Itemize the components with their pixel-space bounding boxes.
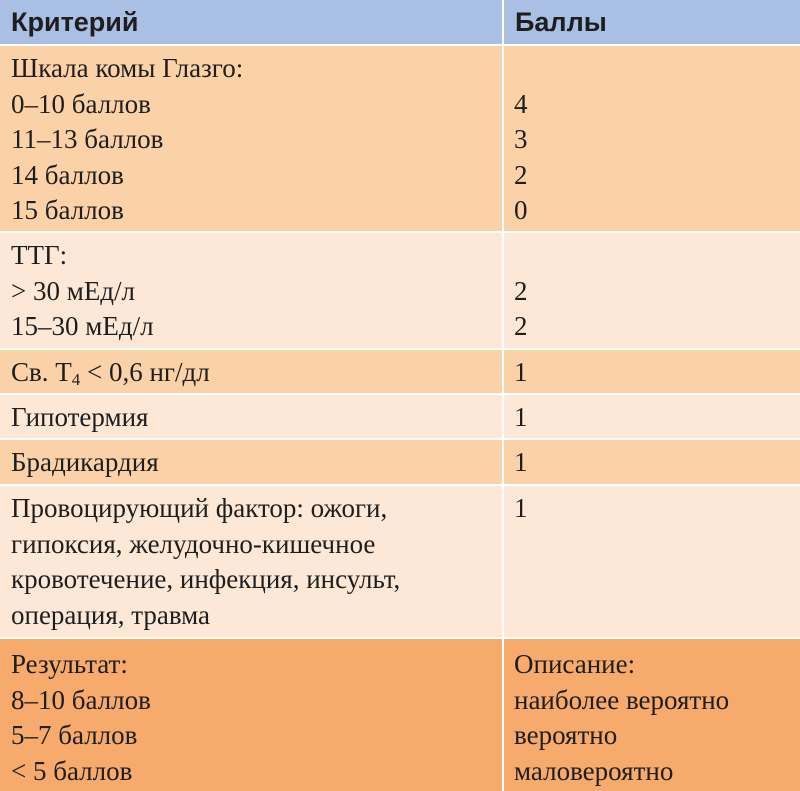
glasgow-range: 14 баллов bbox=[11, 159, 124, 190]
result-range: < 5 баллов bbox=[11, 755, 133, 786]
t4-label-subscript: 4 bbox=[71, 370, 81, 389]
result-range-cell bbox=[0, 639, 504, 791]
bradycardia-label: Брадикардия bbox=[11, 447, 159, 477]
t4-score: 1 bbox=[514, 357, 528, 387]
header-criterion: Критерий bbox=[11, 7, 139, 37]
provoking-criterion-lines bbox=[11, 491, 400, 633]
table-row-hypothermia bbox=[0, 395, 800, 440]
table-row-ttg bbox=[0, 233, 800, 350]
t4-label-suffix: < 0,6 нг/дл bbox=[80, 357, 210, 387]
ttg-criterion-cell bbox=[0, 233, 504, 348]
glasgow-title: Шкала комы Глазго: bbox=[11, 53, 244, 83]
bradycardia-score-lines bbox=[514, 445, 528, 481]
result-description-cell bbox=[504, 639, 800, 791]
result-title: Результат: bbox=[11, 649, 128, 679]
glasgow-score-lines bbox=[514, 51, 528, 229]
header-cell-criterion bbox=[0, 0, 504, 44]
provoking-score-lines bbox=[514, 491, 528, 527]
bradycardia-score-cell bbox=[504, 440, 800, 484]
result-range: 8–10 баллов bbox=[11, 684, 151, 715]
t4-criterion-cell bbox=[0, 350, 504, 393]
t4-score-cell bbox=[504, 350, 800, 393]
table-row-provoking-factor bbox=[0, 486, 800, 639]
hypothermia-score: 1 bbox=[514, 402, 528, 432]
bradycardia-score: 1 bbox=[514, 447, 528, 477]
t4-criterion-lines bbox=[11, 355, 210, 391]
provoking-score: 1 bbox=[514, 493, 528, 523]
header-cell-score bbox=[504, 0, 800, 44]
result-description: маловероятно bbox=[514, 755, 674, 786]
glasgow-score: 2 bbox=[514, 159, 528, 190]
ttg-score-lines bbox=[514, 238, 528, 345]
t4-label-prefix: Св. Т bbox=[11, 357, 72, 387]
result-range: 5–7 баллов bbox=[11, 720, 138, 751]
result-description-lines bbox=[514, 647, 729, 789]
glasgow-score: 0 bbox=[514, 195, 528, 226]
ttg-score: 2 bbox=[514, 311, 528, 342]
glasgow-score: 3 bbox=[514, 124, 528, 155]
table-row-bradycardia bbox=[0, 440, 800, 486]
glasgow-criterion-lines bbox=[11, 51, 243, 229]
ttg-criterion-lines bbox=[11, 238, 154, 345]
glasgow-range: 15 баллов bbox=[11, 195, 124, 226]
hypothermia-score-cell bbox=[504, 395, 800, 438]
result-description-title: Описание: bbox=[514, 649, 636, 679]
ttg-title: ТТГ: bbox=[11, 240, 68, 270]
ttg-score: 2 bbox=[514, 275, 528, 306]
table-header-row bbox=[0, 0, 800, 46]
header-score: Баллы bbox=[515, 7, 607, 37]
table-row-glasgow bbox=[0, 46, 800, 233]
glasgow-score: 4 bbox=[514, 88, 528, 119]
ttg-range: > 30 мЕд/л bbox=[11, 275, 136, 306]
table-row-result bbox=[0, 639, 800, 791]
ttg-score-cell bbox=[504, 233, 800, 348]
bradycardia-criterion-lines bbox=[11, 445, 159, 481]
hypothermia-criterion-lines bbox=[11, 400, 148, 436]
ttg-range: 15–30 мЕд/л bbox=[11, 311, 154, 342]
provoking-line: операция, травма bbox=[11, 599, 211, 630]
glasgow-score-cell bbox=[504, 46, 800, 231]
result-range-lines bbox=[11, 647, 151, 789]
provoking-line: гипоксия, желудочно-кишечное bbox=[11, 528, 376, 559]
result-description: вероятно bbox=[514, 720, 618, 751]
glasgow-range: 11–13 баллов bbox=[11, 124, 164, 155]
glasgow-range: 0–10 баллов bbox=[11, 88, 151, 119]
hypothermia-label: Гипотермия bbox=[11, 402, 149, 432]
t4-label bbox=[11, 355, 210, 391]
provoking-line: кровотечение, инфекция, инсульт, bbox=[11, 564, 401, 595]
glasgow-criterion-cell bbox=[0, 46, 504, 231]
table-row-t4 bbox=[0, 350, 800, 395]
t4-score-lines bbox=[514, 355, 528, 391]
provoking-score-cell bbox=[504, 486, 800, 637]
result-description: наиболее вероятно bbox=[514, 684, 730, 715]
hypothermia-score-lines bbox=[514, 400, 528, 436]
provoking-criterion-cell bbox=[0, 486, 504, 637]
provoking-line: Провоцирующий фактор: ожоги, bbox=[11, 493, 388, 523]
hypothermia-criterion-cell bbox=[0, 395, 504, 438]
bradycardia-criterion-cell bbox=[0, 440, 504, 484]
